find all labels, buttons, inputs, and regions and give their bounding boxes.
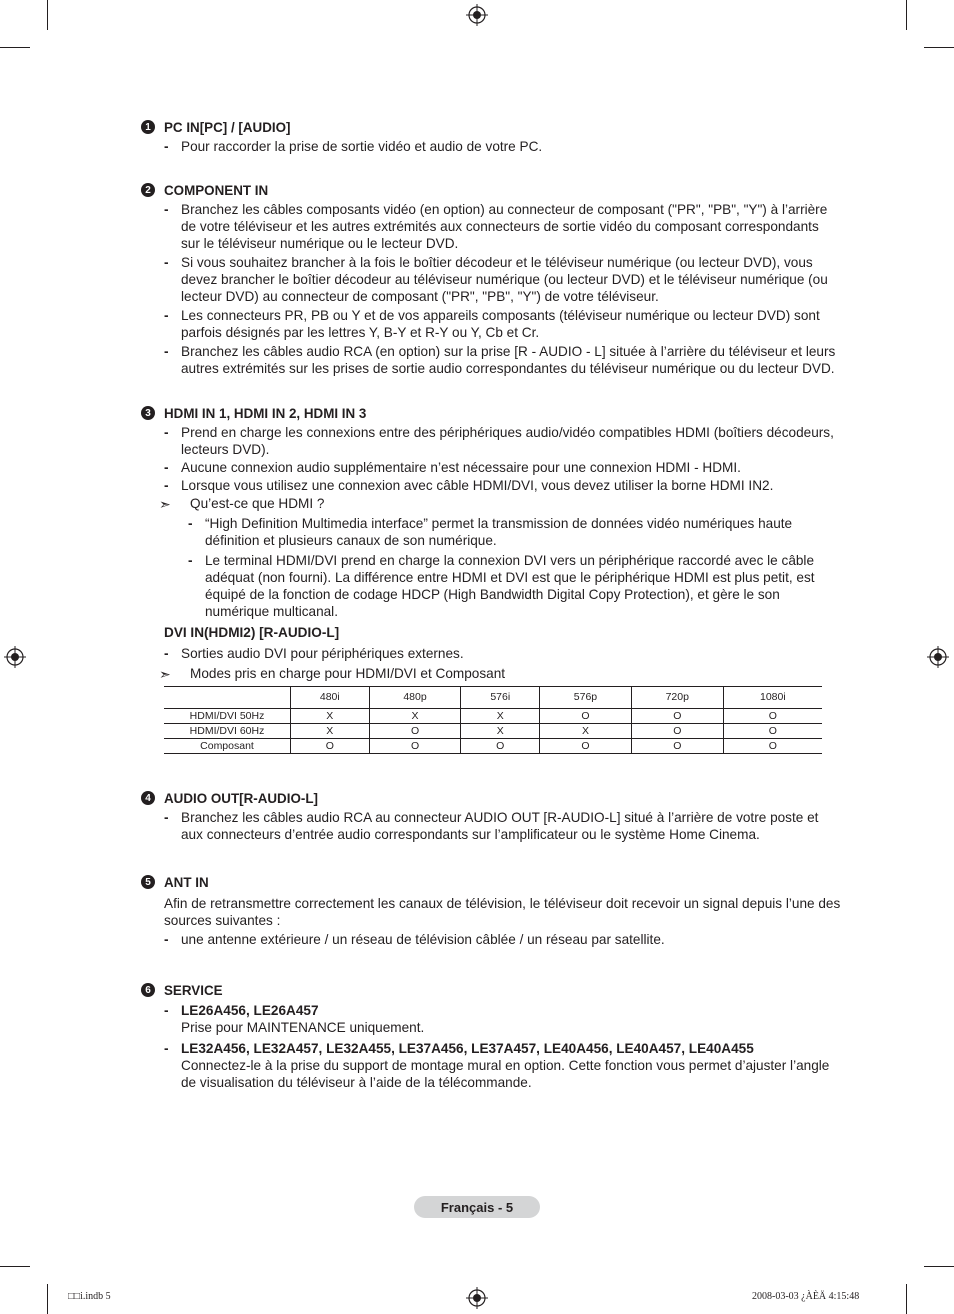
table-row [164, 709, 822, 724]
registration-mark-icon [466, 1287, 488, 1309]
registration-mark-icon [927, 646, 949, 668]
list-item-text: Pour raccorder la prise de sortie vidéo et audio de votre PC. [181, 139, 543, 154]
list-item: - Branchez les câbles audio RCA (en option) sur la prise [R - AUDIO - L] située à l’arrière du téléviseur et leurs autres extrémités sur les prises de sortie audio correspondantes du téléviseur numérique ou du lecteur DVD. [164, 344, 836, 376]
footer-file-info: □□i.indb 5 [68, 1291, 111, 1302]
table-cell: Composant [164, 739, 291, 754]
note [141, 495, 841, 512]
section-number-icon: 2 [141, 183, 155, 197]
list-item: - Les connecteurs PR, PB ou Y et de vos appareils composants (téléviseur numérique ou lecteur DVD) sont parfois désignés par les lettres Y, B-Y et R-Y ou Y, Cb et Cr. [164, 308, 820, 340]
section-title-text: HDMI IN 1, HDMI IN 2, HDMI IN 3 [164, 405, 367, 421]
table-cell: O [291, 739, 370, 754]
table-header: 1080i [723, 687, 822, 709]
section-title [141, 980, 841, 1000]
section-number-icon: 5 [141, 875, 155, 889]
section-component-in [141, 180, 841, 377]
table-cell: O [723, 739, 822, 754]
sub-list-item: - “High Definition Multimedia interface” permet la transmission de données vidéo numériques haute définition et plusieurs canaux de son numérique. [188, 516, 793, 548]
crop-mark [0, 1266, 30, 1267]
section-title [141, 117, 841, 137]
table-cell: HDMI/DVI 50Hz [164, 709, 291, 724]
list-item: - une antenne extérieure / un réseau de télévision câblée / un réseau par satellite. [164, 932, 665, 947]
table-cell: O [369, 739, 461, 754]
list-item-text: Branchez les câbles audio RCA (en option) sur la prise [R - AUDIO - L] située à l’arrière du téléviseur et leurs autres extrémités sur les prises de sortie audio correspondantes du téléviseur numérique ou du lecteur DVD. [181, 344, 836, 376]
registration-mark-icon [4, 646, 26, 668]
section-title-text: AUDIO OUT[R-AUDIO-L] [164, 790, 318, 806]
list-item-text: Si vous souhaitez brancher à la fois le boîtier décodeur et le téléviseur numérique (ou lecteur DVD), vous devez brancher le boîtier décodeur au téléviseur numérique (ou lecteur DVD) et le téléviseur numérique (ou lecteur DVD) au connecteur de composant ("PR", "PB", "Y") de votre téléviseur. [181, 255, 828, 304]
section-title [141, 788, 841, 808]
list-item-text: Les connecteurs PR, PB ou Y et de vos appareils composants (téléviseur numérique ou lecteur DVD) sont parfois désignés par les lettres Y, B-Y et R-Y ou Y, Cb et Cr. [181, 308, 820, 340]
section-ant-in [141, 872, 841, 948]
section-title [141, 180, 841, 200]
table-header: 480p [369, 687, 461, 709]
table-cell: O [723, 709, 822, 724]
section-title [141, 872, 841, 892]
registration-mark-icon [466, 4, 488, 26]
arrow-right-icon: ➣ [159, 496, 171, 512]
table-cell: O [631, 739, 723, 754]
list-item-text: Connectez-le à la prise du support de montage mural en option. Cette fonction vous permet d’ajuster l’angle de visualisation du téléviseur à l’aide de la télécommande. [181, 1058, 830, 1090]
list-item-text: Prend en charge les connexions entre des périphériques audio/vidéo compatibles HDMI (boîtiers décodeurs, lecteurs DVD). [181, 425, 834, 457]
note-text: Qu’est-ce que HDMI ? [190, 496, 325, 511]
list-item: - Pour raccorder la prise de sortie vidéo et audio de votre PC. [164, 139, 543, 154]
section-number-icon: 6 [141, 983, 155, 997]
list-item: - Lorsque vous utilisez une connexion avec câble HDMI/DVI, vous devez utiliser la borne HDMI IN2. [164, 478, 774, 493]
model-list: LE26A456, LE26A457 [181, 1003, 319, 1018]
list-item-text: Lorsque vous utilisez une connexion avec câble HDMI/DVI, vous devez utiliser la borne HDMI IN2. [181, 478, 774, 493]
list-item: - Branchez les câbles composants vidéo (en option) au connecteur de composant ("PR", "PB", "Y") à l’arrière de votre téléviseur et les autres extrémités aux connecteurs de sortie vidéo du composant correspondants sur le téléviseur numérique ou le lecteur DVD. [164, 202, 828, 251]
list-item: - Aucune connexion audio supplémentaire n’est nécessaire pour une connexion HDMI - HDMI. [164, 460, 741, 475]
dvi-title: DVI IN(HDMI2) [R-AUDIO-L] [164, 625, 340, 640]
list-item: - Branchez les câbles audio RCA au connecteur AUDIO OUT [R-AUDIO-L] situé à l’arrière de votre poste et aux connecteurs d’entrée audio correspondants sur l’amplificateur ou le système Home Cinema. [164, 810, 819, 842]
crop-mark [924, 47, 954, 48]
section-number-icon: 4 [141, 791, 155, 805]
sub-list-item-text: “High Definition Multimedia interface” permet la transmission de données vidéo numériques haute définition et plusieurs canaux de son numérique. [205, 516, 793, 548]
table-cell: O [723, 724, 822, 739]
crop-mark [0, 47, 30, 48]
table-header: 480i [291, 687, 370, 709]
crop-mark [906, 0, 907, 30]
section-service [141, 980, 841, 1091]
section-title-text: ANT IN [164, 874, 209, 890]
note [141, 665, 841, 682]
sub-list-item-text: Le terminal HDMI/DVI prend en charge la connexion DVI vers un périphérique raccordé avec le câble adéquat (non fourni). La différence entre HDMI et DVI est que le périphérique HDMI est plus petit, est équipé de la fonction de codage HDCP (High Bandwidth Digital Copy Protection), et gère le son numérique multicanal. [205, 553, 815, 619]
modes-table [164, 686, 822, 754]
section-number-icon: 3 [141, 406, 155, 420]
arrow-right-icon: ➣ [159, 666, 171, 682]
crop-mark [924, 1266, 954, 1267]
table-cell: HDMI/DVI 60Hz [164, 724, 291, 739]
table-cell: O [631, 724, 723, 739]
note-text: Modes pris en charge pour HDMI/DVI et Composant [190, 666, 506, 681]
model-list: LE32A456, LE32A457, LE32A455, LE37A456, LE37A457, LE40A456, LE40A457, LE40A455 [181, 1041, 754, 1056]
table-header: 576p [540, 687, 632, 709]
table-header [164, 687, 291, 709]
list-item: - Sorties audio DVI pour périphériques externes. [164, 646, 464, 661]
table-cell: X [461, 709, 540, 724]
table-cell: O [631, 709, 723, 724]
table-header: 720p [631, 687, 723, 709]
section-hdmi-in [141, 403, 841, 754]
list-item-text: Branchez les câbles composants vidéo (en option) au connecteur de composant ("PR", "PB", "Y") à l’arrière de votre téléviseur et les autres extrémités aux connecteurs de sortie vidéo du composant correspondants sur le téléviseur numérique ou le lecteur DVD. [181, 202, 828, 251]
crop-mark [47, 0, 48, 30]
list-item: - LE32A456, LE32A457, LE32A455, LE37A456, LE37A457, LE40A456, LE40A457, LE40A455 Connectez-le à la prise du support de montage mural en option. Cette fonction vous permet d’ajuster l’angle de visualisation du téléviseur à l’aide de la télécommande. [164, 1041, 830, 1090]
list-item: - LE26A456, LE26A457 Prise pour MAINTENANCE uniquement. [164, 1003, 425, 1035]
section-pc-in [141, 117, 841, 155]
crop-mark [47, 1284, 48, 1314]
table-cell: O [461, 739, 540, 754]
table-cell: X [291, 709, 370, 724]
table-cell: X [461, 724, 540, 739]
list-item-text: Sorties audio DVI pour périphériques externes. [181, 646, 464, 661]
section-title [141, 403, 841, 423]
page-content [141, 117, 841, 1091]
sub-list-item: - Le terminal HDMI/DVI prend en charge la connexion DVI vers un périphérique raccordé avec le câble adéquat (non fourni). La différence entre HDMI et DVI est que le périphérique HDMI est plus petit, est équipé de la fonction de codage HDCP (High Bandwidth Digital Copy Protection), et gère le son numérique multicanal. [188, 553, 815, 619]
list-item-text: Aucune connexion audio supplémentaire n’est nécessaire pour une connexion HDMI - HDMI. [181, 460, 741, 475]
section-number-icon: 1 [141, 120, 155, 134]
table-cell: O [540, 739, 632, 754]
table-header: 576i [461, 687, 540, 709]
table-cell: O [540, 709, 632, 724]
paragraph: Afin de retransmettre correctement les canaux de télévision, le téléviseur doit recevoir un signal depuis l’une des sources suivantes : [164, 896, 841, 928]
section-title-text: SERVICE [164, 982, 223, 998]
section-title-text: COMPONENT IN [164, 182, 269, 198]
table-row [164, 724, 822, 739]
table-cell: O [369, 724, 461, 739]
list-item-text: Branchez les câbles audio RCA au connecteur AUDIO OUT [R-AUDIO-L] situé à l’arrière de votre poste et aux connecteurs d’entrée audio correspondants sur l’amplificateur ou le système Home Cinema. [181, 810, 819, 842]
list-item: - Si vous souhaitez brancher à la fois le boîtier décodeur et le téléviseur numérique (ou lecteur DVD), vous devez brancher le boîtier décodeur au téléviseur numérique (ou lecteur DVD) et le téléviseur numérique (ou lecteur DVD) au connecteur de composant ("PR", "PB", "Y") de votre téléviseur. [164, 255, 828, 304]
table-cell: X [540, 724, 632, 739]
list-item: - Prend en charge les connexions entre des périphériques audio/vidéo compatibles HDMI (boîtiers décodeurs, lecteurs DVD). [164, 425, 834, 457]
page-number-badge: Français - 5 [414, 1196, 540, 1218]
table-row [164, 739, 822, 754]
table-cell: X [291, 724, 370, 739]
table-cell: X [369, 709, 461, 724]
crop-mark [906, 1284, 907, 1314]
section-audio-out [141, 788, 841, 843]
footer-timestamp: 2008-03-03 ¿ÀÈÄ 4:15:48 [752, 1291, 860, 1302]
list-item-text: une antenne extérieure / un réseau de télévision câblée / un réseau par satellite. [181, 932, 665, 947]
list-item-text: Prise pour MAINTENANCE uniquement. [181, 1020, 425, 1035]
section-title-text: PC IN[PC] / [AUDIO] [164, 119, 291, 135]
